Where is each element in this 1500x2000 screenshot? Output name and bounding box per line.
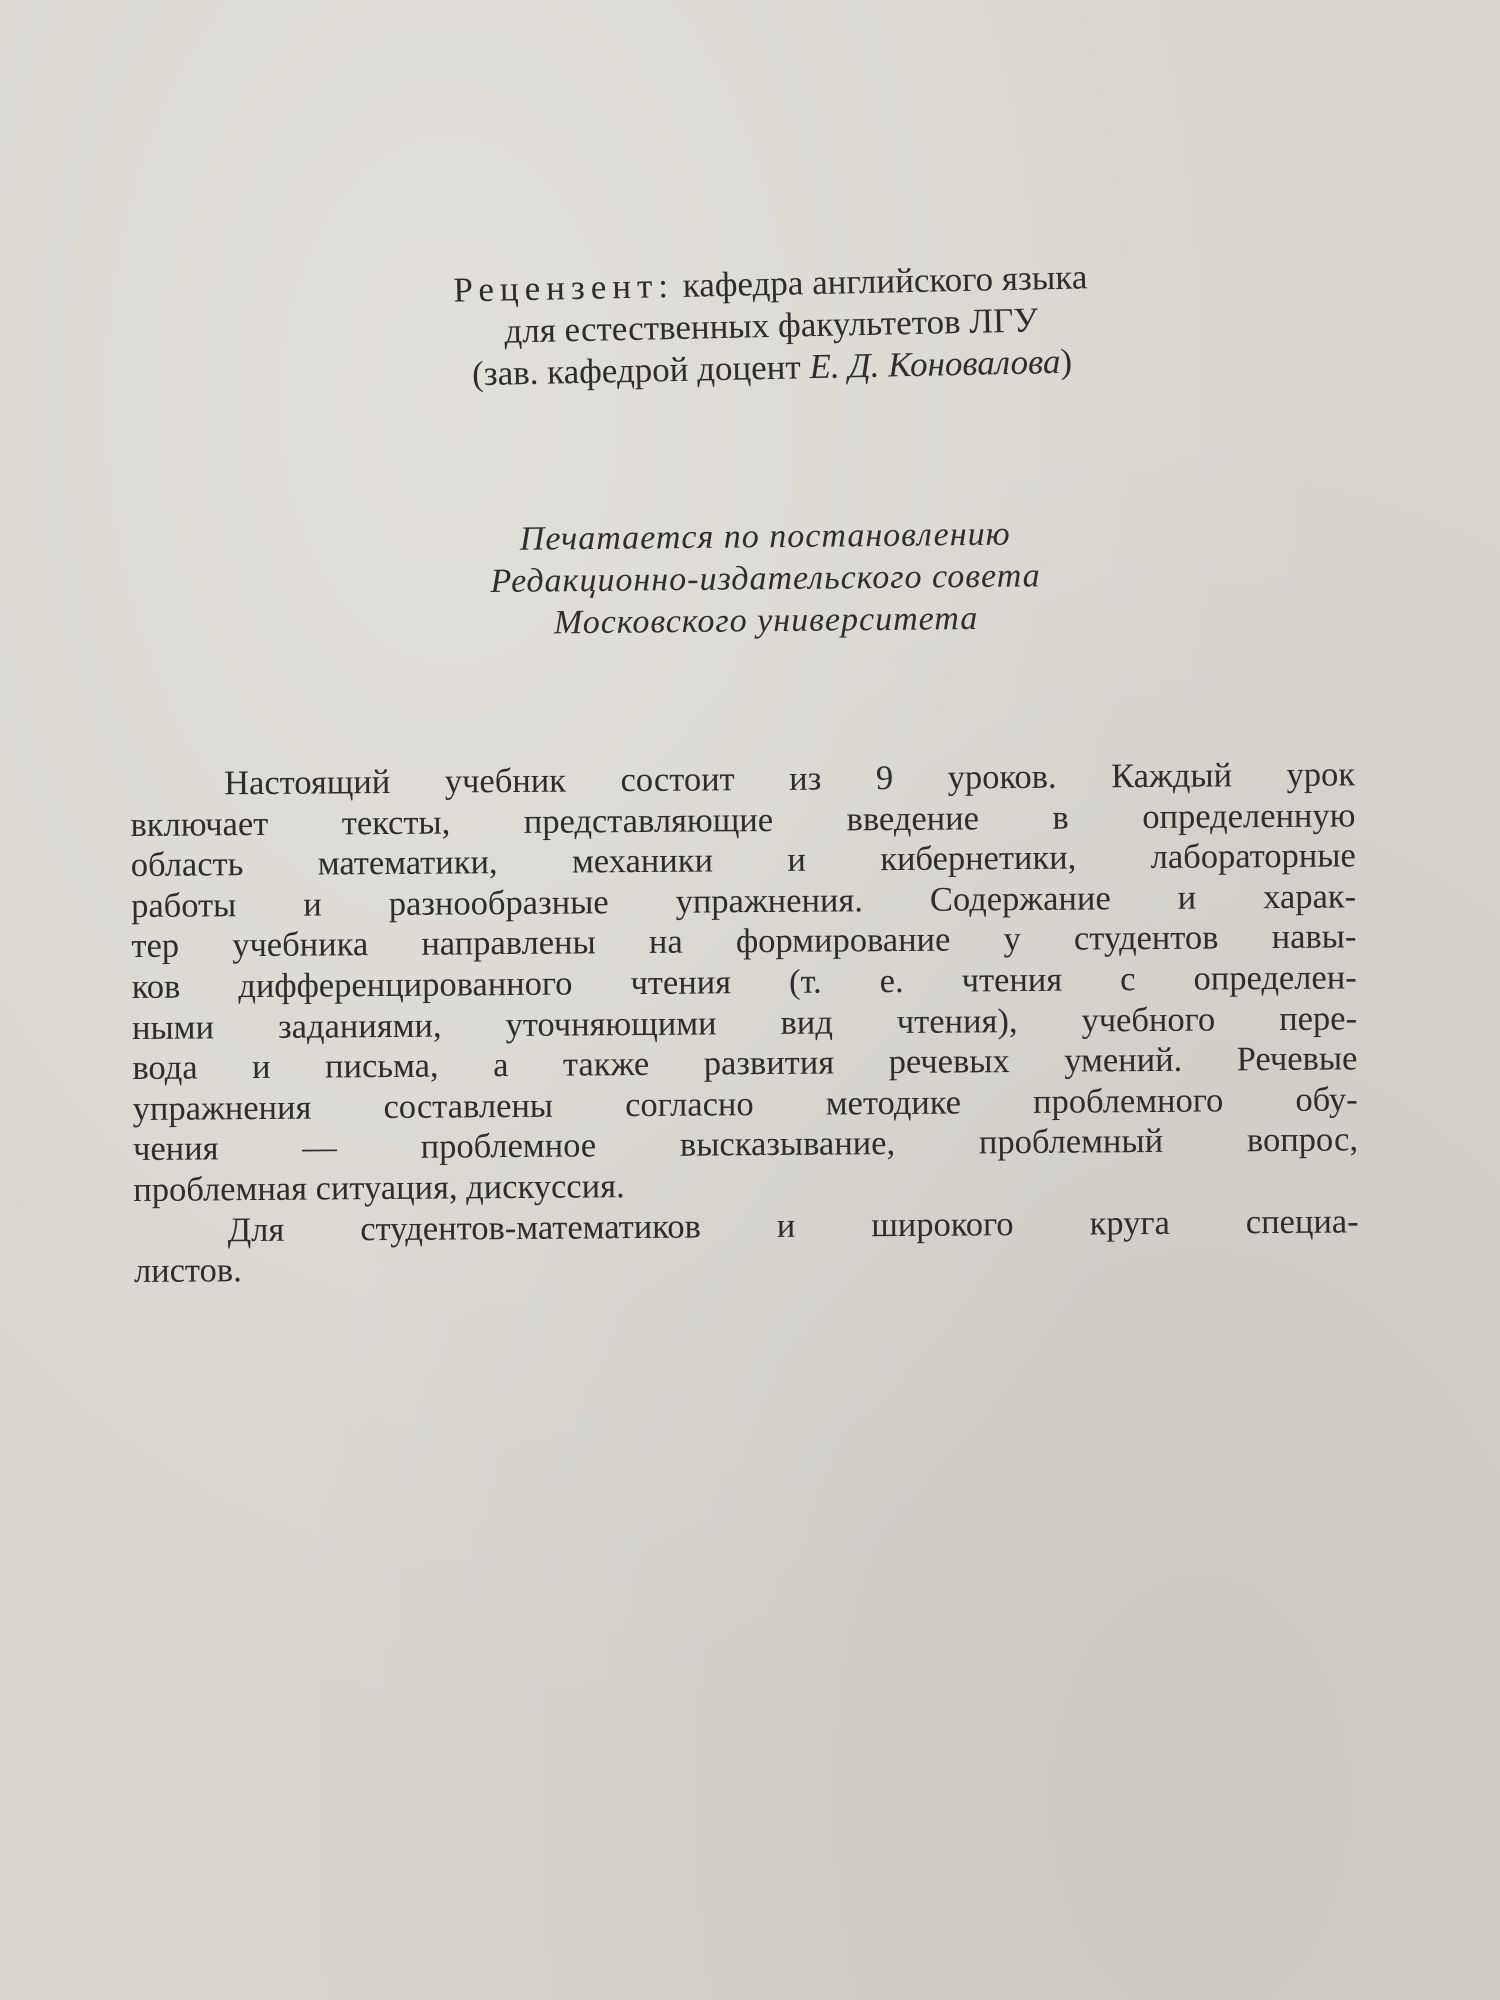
annotation-line: Для студентов-математиков и широкого круга специа- xyxy=(227,1201,1359,1249)
reviewer-line-3-prefix: (зав. кафедрой доцент xyxy=(471,347,810,394)
book-annotation xyxy=(130,754,1359,1291)
reviewer-line-2: для естественных факультетов ЛГУ xyxy=(504,300,1039,351)
reviewer-line-1-rest: кафедра английского языка xyxy=(673,257,1088,306)
decree-line: Московского университета xyxy=(553,599,979,642)
annotation-line: ков дифференцированного чтения (т. е. чтения с определен- xyxy=(131,958,1357,1006)
annotation-line: область математики, механики и кибернетики, лабораторные xyxy=(130,836,1356,885)
reviewer-block xyxy=(340,254,1202,398)
publication-decree xyxy=(400,512,1131,646)
reviewer-line-3-suffix: ) xyxy=(1060,341,1073,381)
annotation-line: ными заданиями, уточняющими вид чтения), учебного пере- xyxy=(131,998,1358,1047)
reviewer-label: Рецензент: xyxy=(452,266,675,310)
decree-line: Печатается по постановлению xyxy=(519,515,1011,558)
annotation-line: проблемная ситуация, дискуссия. xyxy=(133,1167,625,1209)
annotation-line: листов. xyxy=(133,1251,242,1291)
annotation-line: Настоящий учебник состоит из 9 уроков. Каждый урок xyxy=(224,755,1356,803)
annotation-line: чения — проблемное высказывание, проблемный вопрос, xyxy=(132,1120,1359,1169)
annotation-line: упражнения составлены согласно методике проблемного обу- xyxy=(132,1080,1358,1128)
reviewer-head-name: Е. Д. Коновалова xyxy=(809,341,1061,387)
annotation-line: тер учебника направлены на формирование у студентов навы- xyxy=(131,917,1357,966)
annotation-line: включает тексты, представляющие введение в определенную xyxy=(130,795,1356,844)
annotation-line: работы и разнообразные упражнения. Содержание и харак- xyxy=(130,877,1357,925)
decree-line: Редакционно-издательского совета xyxy=(490,557,1041,601)
annotation-line: вода и письма, а также развития речевых умений. Речевые xyxy=(132,1039,1358,1088)
